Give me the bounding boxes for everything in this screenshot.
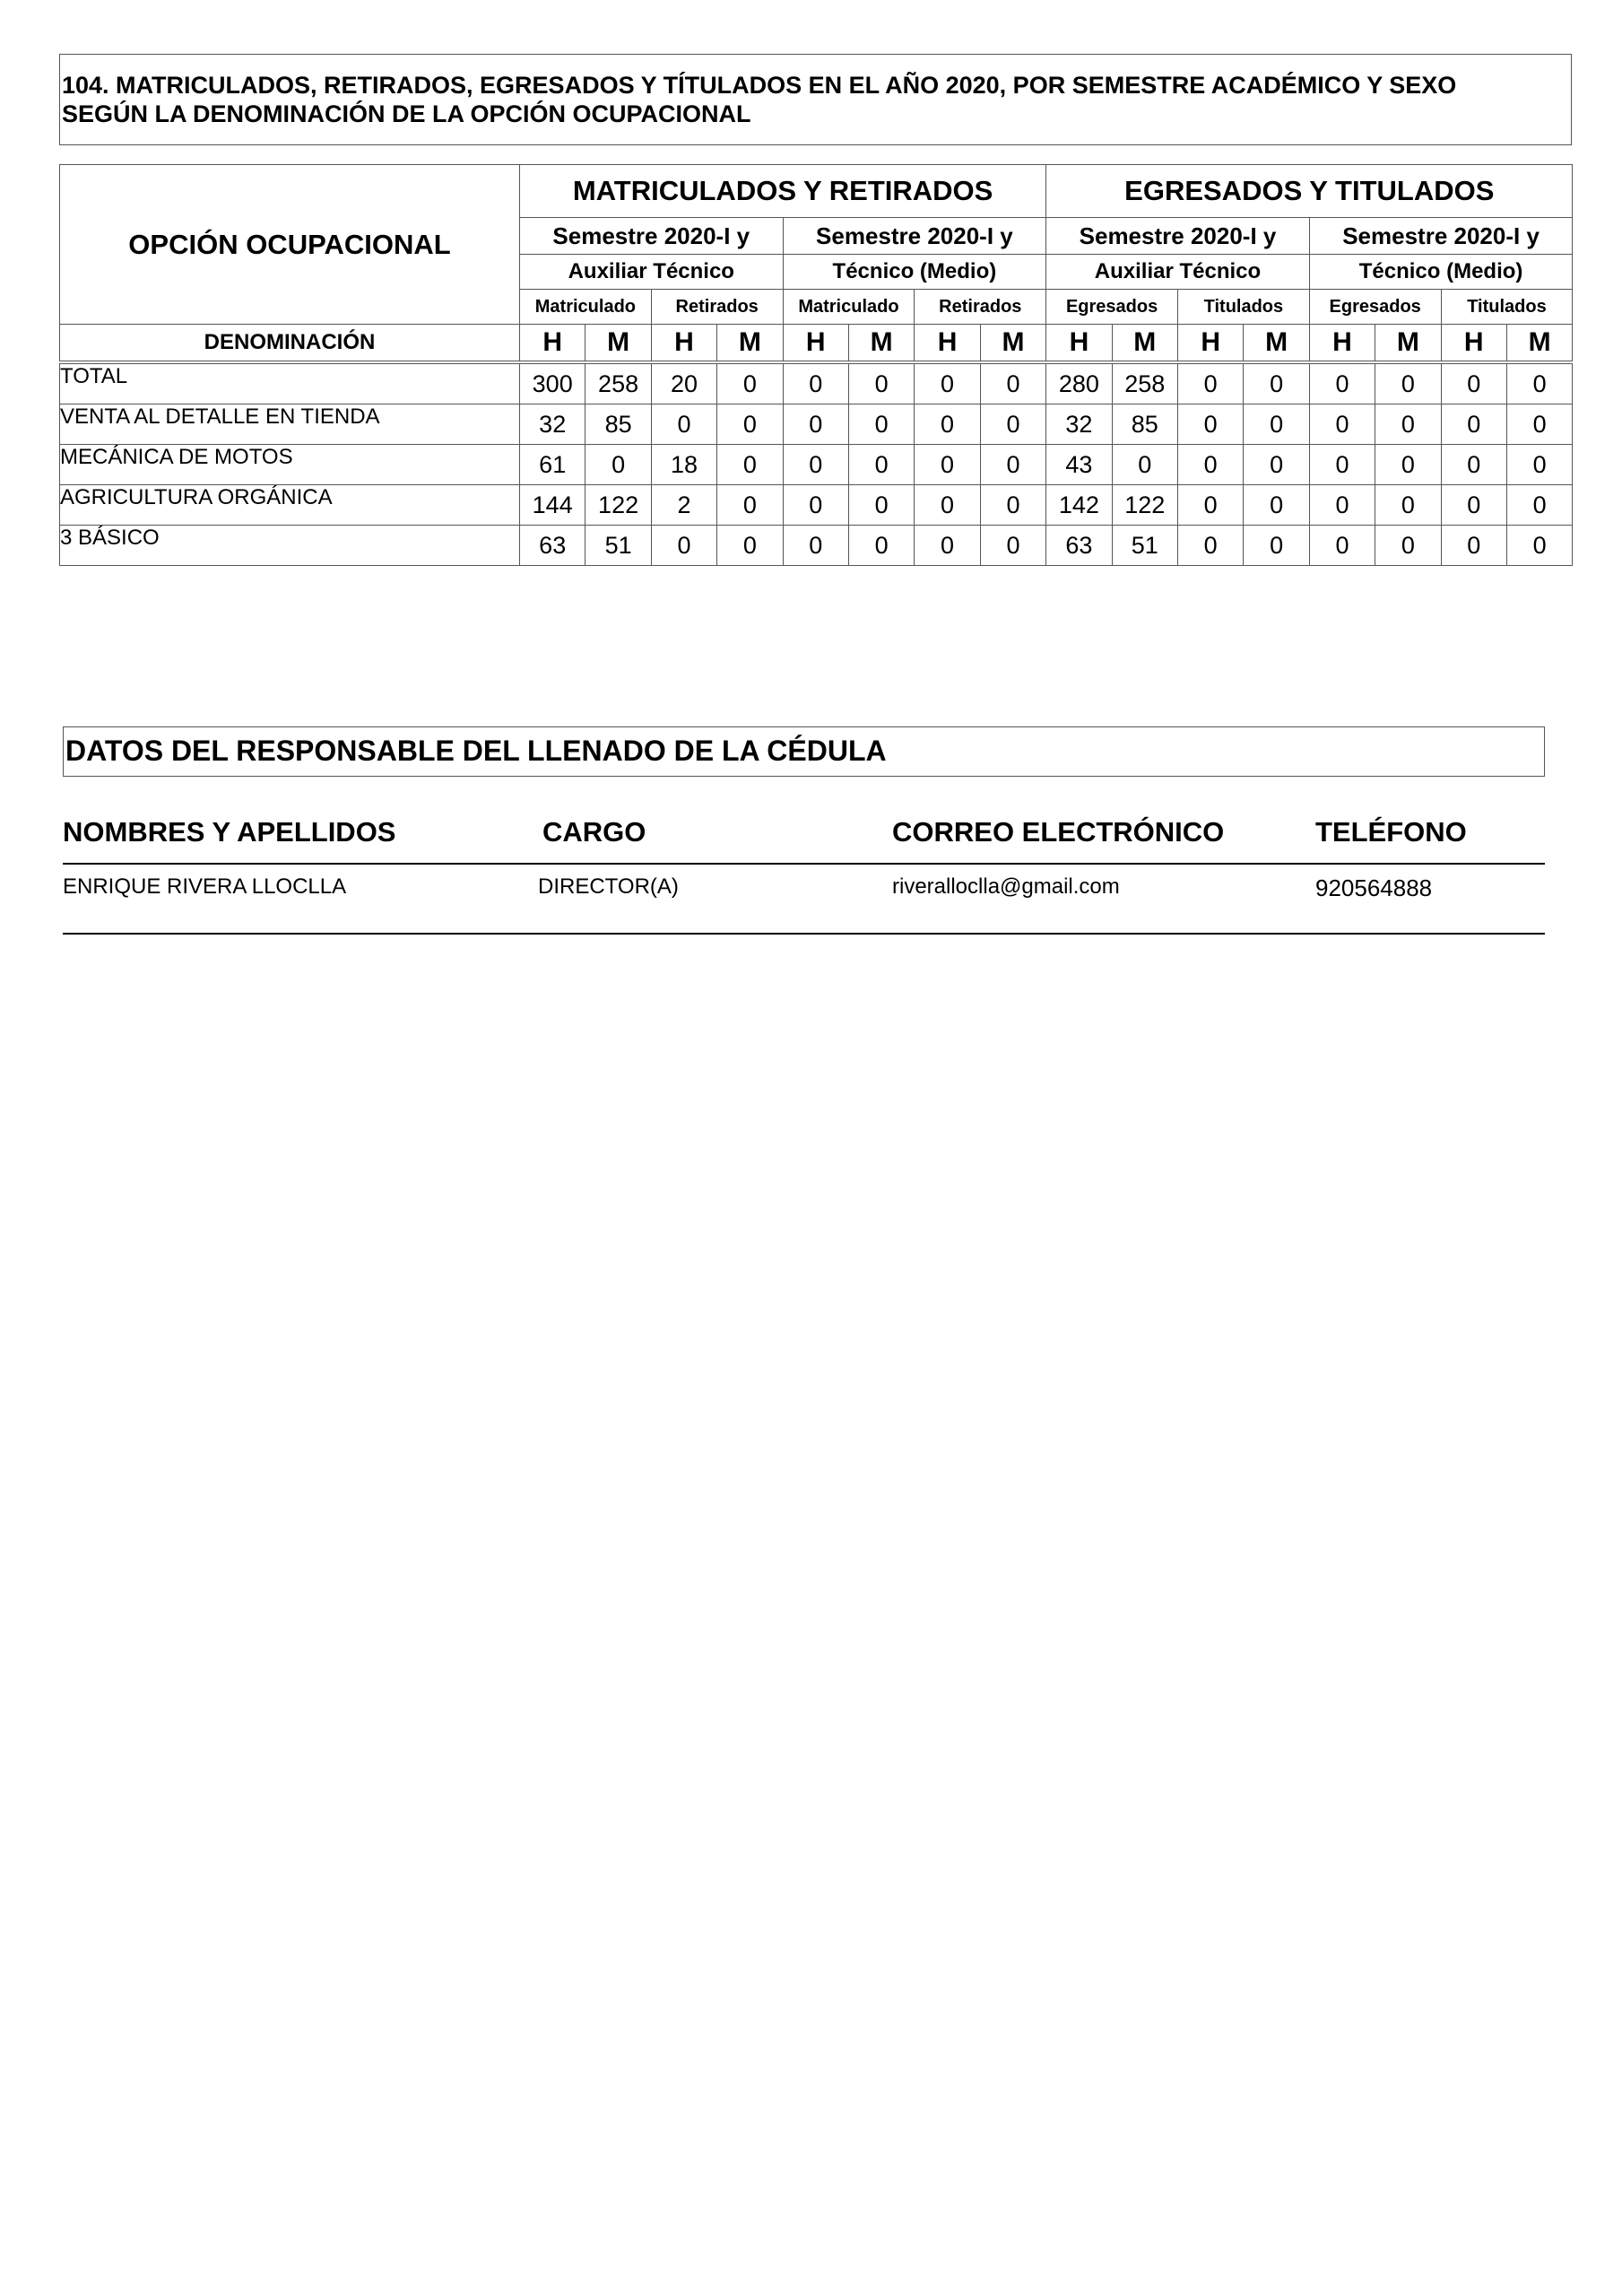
nombres-header: NOMBRES Y APELLIDOS [63, 816, 396, 848]
report-title-line-1: 104. MATRICULADOS, RETIRADOS, EGRESADOS Y TÍTULADOS EN EL AÑO 2020, POR SEMESTRE ACADÉMICO Y SEXO [62, 72, 1457, 99]
table-cell: 0 [1375, 485, 1441, 526]
table-cell: 0 [1112, 445, 1177, 485]
table-cell: 51 [585, 526, 651, 566]
sex-header: H [520, 325, 585, 363]
table-cell: 0 [1309, 526, 1375, 566]
table-cell: 0 [848, 445, 914, 485]
table-body [60, 362, 1573, 566]
table-cell: 0 [1244, 526, 1309, 566]
table-cell: 0 [1506, 362, 1572, 404]
table-cell: 0 [1309, 404, 1375, 445]
table-cell: 0 [1244, 445, 1309, 485]
type-header: Retirados [915, 290, 1046, 325]
group-header-matriculados: MATRICULADOS Y RETIRADOS [520, 165, 1046, 218]
row-label: TOTAL [60, 362, 520, 404]
table-cell: 0 [585, 445, 651, 485]
table-cell: 0 [915, 404, 980, 445]
row-label: 3 BÁSICO [60, 526, 520, 566]
sex-header: H [1441, 325, 1506, 363]
level-header: Auxiliar Técnico [1046, 255, 1310, 290]
table-cell: 0 [1441, 526, 1506, 566]
table-cell: 0 [915, 526, 980, 566]
type-header: Egresados [1309, 290, 1441, 325]
table-cell: 0 [915, 485, 980, 526]
footer-divider [63, 933, 1545, 935]
table-cell: 0 [1309, 362, 1375, 404]
sex-header: H [1046, 325, 1112, 363]
sex-header: M [585, 325, 651, 363]
table-row [60, 362, 1573, 404]
sex-header: M [848, 325, 914, 363]
table-cell: 122 [1112, 485, 1177, 526]
level-header: Técnico (Medio) [783, 255, 1046, 290]
table-cell: 0 [1178, 526, 1244, 566]
cargo-header: CARGO [542, 816, 646, 848]
type-header: Retirados [651, 290, 783, 325]
table-cell: 85 [1112, 404, 1177, 445]
telefono-header: TELÉFONO [1315, 816, 1467, 848]
table-cell: 122 [585, 485, 651, 526]
sex-header: M [1506, 325, 1572, 363]
type-header: Titulados [1441, 290, 1573, 325]
table-cell: 0 [1441, 362, 1506, 404]
table-cell: 0 [1178, 404, 1244, 445]
sex-header: M [1375, 325, 1441, 363]
cargo-value: DIRECTOR(A) [538, 874, 679, 899]
sex-header: H [1309, 325, 1375, 363]
level-header: Técnico (Medio) [1309, 255, 1573, 290]
table-cell: 0 [848, 362, 914, 404]
table-cell: 300 [520, 362, 585, 404]
table-cell: 0 [1506, 445, 1572, 485]
table-cell: 0 [980, 362, 1045, 404]
table-cell: 0 [1309, 445, 1375, 485]
table-cell: 0 [783, 404, 848, 445]
table-cell: 144 [520, 485, 585, 526]
table-cell: 0 [980, 404, 1045, 445]
table-cell: 0 [783, 526, 848, 566]
table-cell: 0 [783, 445, 848, 485]
table-cell: 0 [915, 362, 980, 404]
correo-value: riveralloclla@gmail.com [892, 874, 1120, 899]
sex-header: H [1178, 325, 1244, 363]
table-cell: 0 [848, 404, 914, 445]
table-cell: 0 [1244, 404, 1309, 445]
table-cell: 0 [651, 404, 716, 445]
table-cell: 0 [848, 526, 914, 566]
nombres-value: ENRIQUE RIVERA LLOCLLA [63, 874, 347, 899]
table-cell: 2 [651, 485, 716, 526]
enrollment-table [59, 164, 1573, 566]
table-cell: 51 [1112, 526, 1177, 566]
group-header-egresados: EGRESADOS Y TITULADOS [1046, 165, 1573, 218]
correo-header: CORREO ELECTRÓNICO [892, 816, 1225, 848]
table-row [60, 404, 1573, 445]
type-header: Matriculado [520, 290, 652, 325]
semester-header: Semestre 2020-I y [520, 218, 784, 255]
opcion-ocupacional-header: OPCIÓN OCUPACIONAL [60, 165, 520, 325]
sex-header: M [1244, 325, 1309, 363]
header-divider [63, 863, 1545, 865]
table-cell: 0 [915, 445, 980, 485]
table-cell: 63 [520, 526, 585, 566]
table-cell: 0 [783, 485, 848, 526]
table-cell: 0 [1178, 362, 1244, 404]
table-cell: 18 [651, 445, 716, 485]
telefono-value: 920564888 [1315, 874, 1433, 901]
table-cell: 63 [1046, 526, 1112, 566]
sex-header: M [980, 325, 1045, 363]
table-cell: 0 [1244, 362, 1309, 404]
table-cell: 0 [717, 445, 783, 485]
table-row [60, 485, 1573, 526]
table-cell: 0 [1506, 526, 1572, 566]
row-label: AGRICULTURA ORGÁNICA [60, 485, 520, 526]
table-cell: 0 [848, 485, 914, 526]
table-cell: 0 [783, 362, 848, 404]
table-cell: 0 [1309, 485, 1375, 526]
report-title [59, 54, 1572, 145]
semester-header: Semestre 2020-I y [1046, 218, 1310, 255]
sex-header: H [651, 325, 716, 363]
table-cell: 142 [1046, 485, 1112, 526]
table-cell: 0 [717, 404, 783, 445]
semester-header: Semestre 2020-I y [783, 218, 1046, 255]
table-cell: 0 [1506, 485, 1572, 526]
semester-header: Semestre 2020-I y [1309, 218, 1573, 255]
table-cell: 85 [585, 404, 651, 445]
table-cell: 0 [717, 526, 783, 566]
table-cell: 0 [1506, 404, 1572, 445]
table-cell: 43 [1046, 445, 1112, 485]
table-cell: 20 [651, 362, 716, 404]
table-cell: 258 [1112, 362, 1177, 404]
responsable-section-title: DATOS DEL RESPONSABLE DEL LLENADO DE LA CÉDULA [63, 726, 1545, 777]
table-cell: 0 [1441, 404, 1506, 445]
table-cell: 0 [1375, 445, 1441, 485]
sex-header: H [783, 325, 848, 363]
table-cell: 0 [1375, 404, 1441, 445]
table-cell: 280 [1046, 362, 1112, 404]
table-cell: 0 [1178, 445, 1244, 485]
row-label: MECÁNICA DE MOTOS [60, 445, 520, 485]
table-cell: 0 [1178, 485, 1244, 526]
table-cell: 32 [520, 404, 585, 445]
table-cell: 0 [1441, 485, 1506, 526]
table-cell: 0 [1244, 485, 1309, 526]
table-cell: 0 [980, 445, 1045, 485]
type-header: Egresados [1046, 290, 1178, 325]
table-cell: 258 [585, 362, 651, 404]
table-cell: 0 [1375, 362, 1441, 404]
type-header: Titulados [1178, 290, 1310, 325]
type-header: Matriculado [783, 290, 915, 325]
level-header: Auxiliar Técnico [520, 255, 784, 290]
sex-header: H [915, 325, 980, 363]
table-row [60, 526, 1573, 566]
table-cell: 0 [717, 362, 783, 404]
table-row [60, 445, 1573, 485]
row-label: VENTA AL DETALLE EN TIENDA [60, 404, 520, 445]
table-cell: 61 [520, 445, 585, 485]
sex-header: M [1112, 325, 1177, 363]
table-cell: 32 [1046, 404, 1112, 445]
table-cell: 0 [980, 485, 1045, 526]
table-cell: 0 [651, 526, 716, 566]
denominacion-header: DENOMINACIÓN [60, 325, 520, 363]
table-cell: 0 [717, 485, 783, 526]
table-cell: 0 [1441, 445, 1506, 485]
sex-header: M [717, 325, 783, 363]
table-cell: 0 [1375, 526, 1441, 566]
report-title-line-2: SEGÚN LA DENOMINACIÓN DE LA OPCIÓN OCUPACIONAL [62, 100, 751, 127]
table-cell: 0 [980, 526, 1045, 566]
